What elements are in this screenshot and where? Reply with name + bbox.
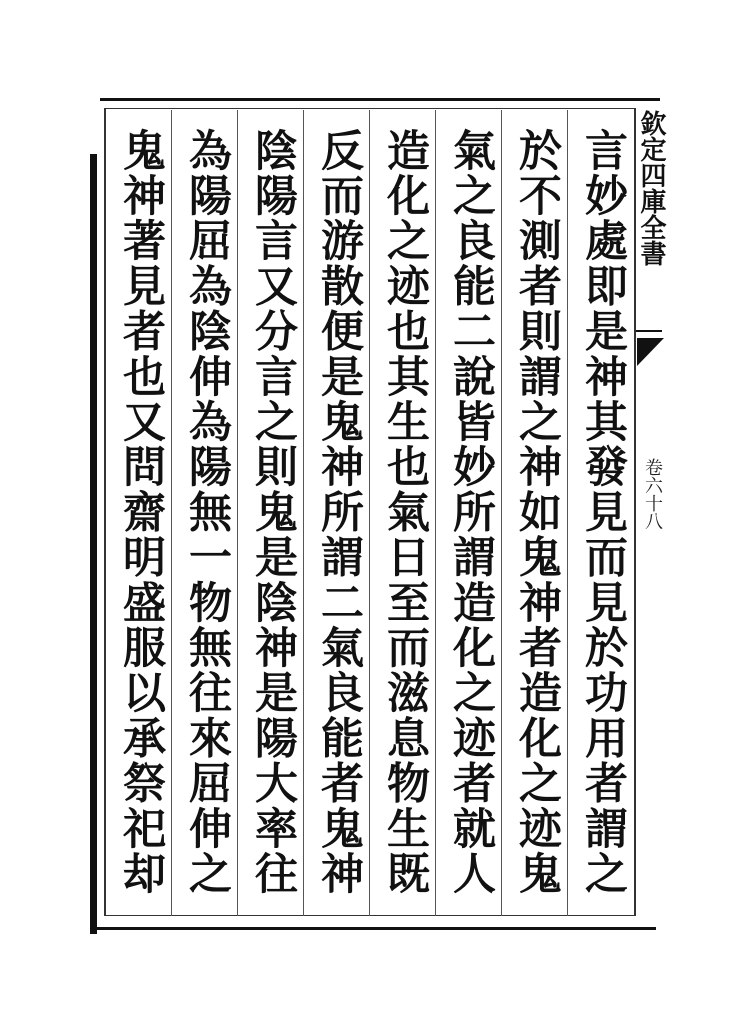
- text-column-7: 為陽屈為陰伸為陽無一物無往來屈伸之: [182, 128, 232, 897]
- text-column-1: 言妙處即是神其發見而見於功用者謂之: [578, 128, 628, 897]
- frame-top-inner-border: [104, 108, 636, 109]
- text-column-6: 陰陽言又分言之則鬼是陰神是陽大率往: [248, 128, 298, 897]
- frame-left-border: [90, 154, 97, 934]
- text-column-2: 於不測者則謂之神如鬼神者造化之迹鬼: [512, 128, 562, 897]
- frame-top-border: [100, 98, 660, 101]
- fishtail-mark: [637, 338, 664, 366]
- book-title: 欽定四庫全書: [636, 110, 666, 266]
- text-column-5: 反而游散便是鬼神所謂二氣良能者鬼神: [314, 128, 364, 897]
- text-column-8: 鬼神著見者也又問齋明盛服以承祭祀却: [116, 128, 166, 897]
- text-column-4: 造化之迹也其生也氣日至而滋息物生既: [380, 128, 430, 897]
- frame-bottom-border: [96, 927, 656, 930]
- frame-left-inner-border: [104, 108, 106, 916]
- fishtail-rule: [636, 330, 662, 332]
- text-column-3: 氣之良能二說皆妙所謂造化之迹者就人: [446, 128, 496, 897]
- juan-number: 卷六十八: [642, 458, 663, 530]
